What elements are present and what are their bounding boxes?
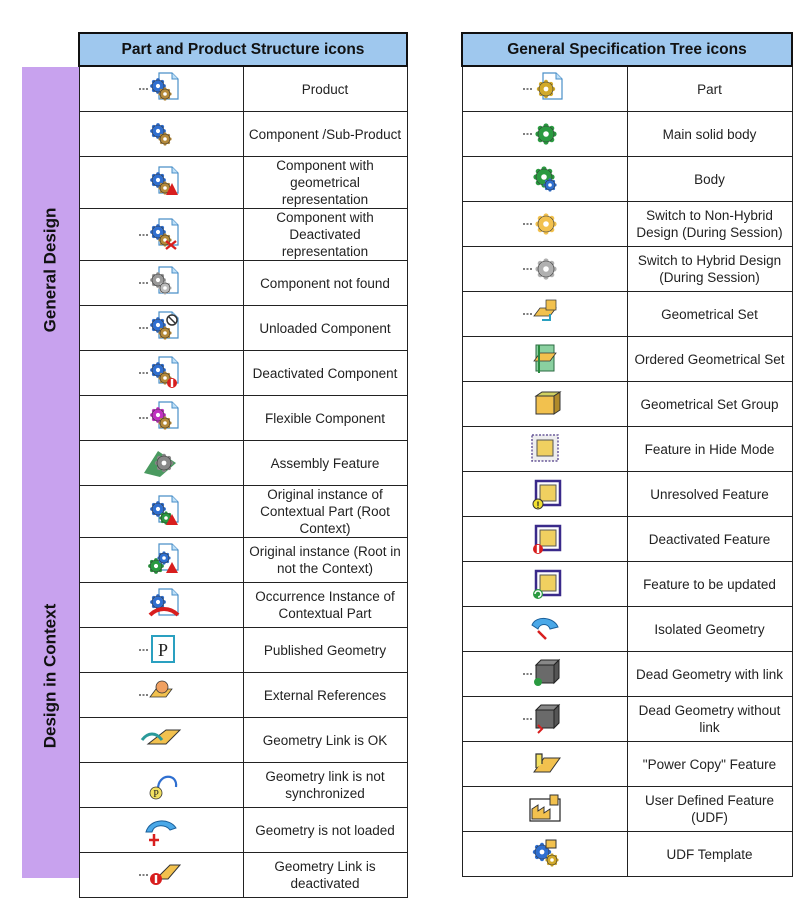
occurrence-instance-icon	[136, 585, 186, 625]
table-row	[462, 157, 792, 202]
icon-cell	[462, 517, 627, 562]
component-deactivated-representation-icon	[136, 215, 186, 255]
row-label: Component with geometrical representation	[243, 157, 407, 209]
icon-cell	[462, 787, 627, 832]
power-copy-feature-icon	[520, 744, 570, 784]
row-label: Published Geometry	[243, 628, 407, 673]
table-row	[79, 718, 407, 763]
row-label: Switch to Non-Hybrid Design (During Session)	[627, 202, 792, 247]
unloaded-component-icon	[136, 308, 186, 348]
row-label: Geometry Link is OK	[243, 718, 407, 763]
row-label: Product	[243, 66, 407, 112]
dead-geometry-with-link-icon	[520, 654, 570, 694]
table-row	[79, 486, 407, 538]
row-label: Feature in Hide Mode	[627, 427, 792, 472]
row-label: Component /Sub-Product	[243, 112, 407, 157]
table-header: General Specification Tree icons	[462, 33, 792, 66]
feature-hide-mode-icon	[520, 429, 570, 469]
svg-text:!: !	[536, 500, 539, 510]
switch-hybrid-icon	[520, 249, 570, 289]
icon-cell	[462, 247, 627, 292]
table-row	[79, 261, 407, 306]
table-row	[462, 382, 792, 427]
udf-template-icon	[520, 834, 570, 874]
icon-cell	[462, 337, 627, 382]
table-row	[79, 441, 407, 486]
switch-non-hybrid-icon	[520, 204, 570, 244]
table-row	[79, 306, 407, 351]
row-label: Unresolved Feature	[627, 472, 792, 517]
row-label: Main solid body	[627, 112, 792, 157]
icon-cell	[79, 209, 243, 261]
component-not-found-icon	[136, 263, 186, 303]
geometry-link-deactivated-icon	[136, 855, 186, 895]
row-label: Ordered Geometrical Set	[627, 337, 792, 382]
table-row	[79, 673, 407, 718]
svg-text:P: P	[157, 640, 169, 660]
table-row	[79, 396, 407, 441]
part-product-structure-table	[78, 32, 408, 898]
table-row	[462, 607, 792, 652]
icon-cell	[462, 652, 627, 697]
geometry-link-ok-icon	[136, 720, 186, 760]
row-label: Dead Geometry without link	[627, 697, 792, 742]
table-row	[79, 66, 407, 112]
table-row	[462, 247, 792, 292]
icon-cell	[79, 853, 243, 898]
row-label: Occurrence Instance of Contextual Part	[243, 583, 407, 628]
icon-cell	[79, 306, 243, 351]
icon-cell	[462, 427, 627, 472]
group-label-design-in-context: Design in Context	[22, 473, 79, 878]
icon-cell	[79, 112, 243, 157]
icon-cell	[79, 628, 243, 673]
icon-cell	[462, 112, 627, 157]
table-row	[79, 538, 407, 583]
table-row	[462, 832, 792, 877]
table-row	[462, 292, 792, 337]
row-label: Original instance (Root in not the Context)	[243, 538, 407, 583]
table-row	[462, 787, 792, 832]
icon-cell	[79, 486, 243, 538]
external-references-icon	[136, 675, 186, 715]
row-label: External References	[243, 673, 407, 718]
table-row	[462, 427, 792, 472]
icon-cell	[462, 562, 627, 607]
icon-cell	[462, 472, 627, 517]
component-icon	[136, 114, 186, 154]
unresolved-feature-icon	[520, 474, 570, 514]
row-label: Isolated Geometry	[627, 607, 792, 652]
table-header: Part and Product Structure icons	[79, 33, 407, 66]
main-solid-body-icon	[520, 114, 570, 154]
row-label: Assembly Feature	[243, 441, 407, 486]
table-row	[79, 853, 407, 898]
icon-cell	[79, 718, 243, 763]
table-row	[462, 337, 792, 382]
icon-cell	[79, 673, 243, 718]
row-label: Dead Geometry with link	[627, 652, 792, 697]
table-row	[462, 66, 792, 112]
table-row	[462, 472, 792, 517]
part-icon	[520, 69, 570, 109]
icon-cell	[79, 808, 243, 853]
row-label: Component with Deactivated representation	[243, 209, 407, 261]
row-label: Body	[627, 157, 792, 202]
table-row	[462, 697, 792, 742]
table-row	[462, 652, 792, 697]
geometry-not-loaded-icon	[136, 810, 186, 850]
icon-cell	[462, 607, 627, 652]
group-label-general-design: General Design	[22, 67, 79, 474]
table-row	[462, 517, 792, 562]
geometrical-set-group-icon	[520, 384, 570, 424]
row-label: Geometry is not loaded	[243, 808, 407, 853]
row-label: Geometry link is not synchronized	[243, 763, 407, 808]
icon-cell	[79, 351, 243, 396]
table-row	[79, 808, 407, 853]
table-row	[79, 583, 407, 628]
ordered-geometrical-set-icon	[520, 339, 570, 379]
icon-cell	[79, 538, 243, 583]
row-label: Part	[627, 66, 792, 112]
icon-cell	[79, 583, 243, 628]
icon-cell	[79, 396, 243, 441]
icon-cell	[462, 832, 627, 877]
icon-cell	[462, 292, 627, 337]
table-row	[79, 157, 407, 209]
row-label: Switch to Hybrid Design (During Session)	[627, 247, 792, 292]
icon-cell	[462, 697, 627, 742]
deactivated-feature-icon	[520, 519, 570, 559]
row-label: Original instance of Contextual Part (Root Context)	[243, 486, 407, 538]
row-label: Geometry Link is deactivated	[243, 853, 407, 898]
row-label: Feature to be updated	[627, 562, 792, 607]
icon-cell	[79, 66, 243, 112]
row-label: Deactivated Component	[243, 351, 407, 396]
row-label: User Defined Feature (UDF)	[627, 787, 792, 832]
row-label: Unloaded Component	[243, 306, 407, 351]
table-row	[462, 112, 792, 157]
svg-text:P: P	[153, 789, 159, 800]
component-geometrical-representation-icon	[136, 163, 186, 203]
geometry-link-not-synchronized-icon	[136, 765, 186, 805]
flexible-component-icon	[136, 398, 186, 438]
row-label: Geometrical Set	[627, 292, 792, 337]
icon-cell	[79, 157, 243, 209]
feature-to-update-icon	[520, 564, 570, 604]
row-label: UDF Template	[627, 832, 792, 877]
isolated-geometry-icon	[520, 609, 570, 649]
table-row	[79, 763, 407, 808]
contextual-part-root-icon	[136, 492, 186, 532]
product-icon	[136, 69, 186, 109]
table-row	[462, 202, 792, 247]
body-icon	[520, 159, 570, 199]
assembly-feature-icon	[136, 443, 186, 483]
deactivated-component-icon	[136, 353, 186, 393]
row-label: "Power Copy" Feature	[627, 742, 792, 787]
row-label: Deactivated Feature	[627, 517, 792, 562]
table-row	[462, 562, 792, 607]
table-row	[79, 112, 407, 157]
user-defined-feature-icon	[520, 789, 570, 829]
icon-cell	[462, 742, 627, 787]
row-label: Geometrical Set Group	[627, 382, 792, 427]
row-label: Component not found	[243, 261, 407, 306]
icon-cell	[462, 382, 627, 427]
original-instance-icon	[136, 540, 186, 580]
general-specification-tree-table	[461, 32, 793, 877]
icon-cell	[462, 66, 627, 112]
dead-geometry-without-link-icon	[520, 699, 570, 739]
geometrical-set-icon	[520, 294, 570, 334]
icon-cell	[462, 157, 627, 202]
icon-cell	[79, 261, 243, 306]
icon-cell	[79, 441, 243, 486]
row-label: Flexible Component	[243, 396, 407, 441]
published-geometry-icon	[136, 630, 186, 670]
table-row	[462, 742, 792, 787]
table-row	[79, 209, 407, 261]
table-row	[79, 351, 407, 396]
table-row	[79, 628, 407, 673]
icon-cell	[79, 763, 243, 808]
icon-cell	[462, 202, 627, 247]
